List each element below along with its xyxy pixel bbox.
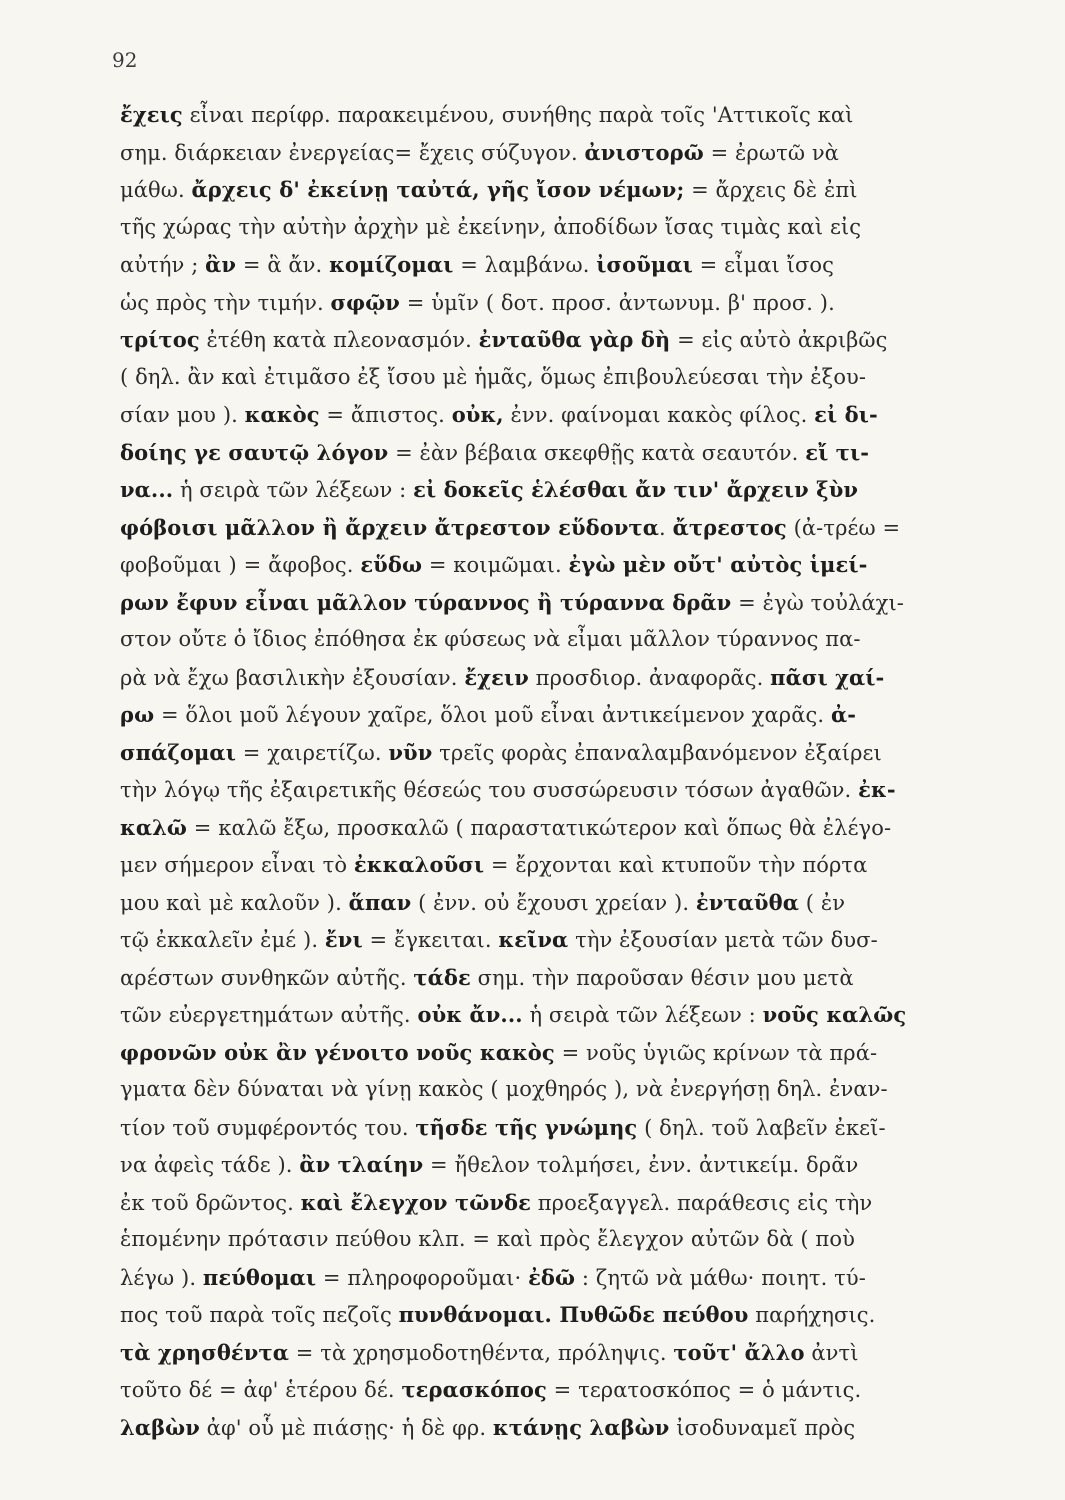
gloss-text: τῷ ἐκκαλεῖν ἐμέ ). [120, 928, 325, 952]
gloss-text: ἑπομένην πρότασιν πεύθου κλπ. = καὶ πρὸς ἔλεγχον αὐτῶν δὰ ( ποὺ [120, 1227, 855, 1251]
gloss-text: στον οὔτε ὁ ἴδιος ἐπόθησα ἐκ φύσεως νὰ εἶμαι μᾶλλον τύραννος πα- [120, 627, 861, 651]
gloss-text: ἐκ τοῦ δρῶντος. [120, 1190, 301, 1215]
headword: πυνθάνομαι. Πυθῶδε πεύθου [398, 1302, 749, 1327]
text-line [120, 321, 990, 359]
headword: εἰ δι- [814, 402, 878, 427]
headword: σπάζομαι [120, 739, 236, 765]
gloss-text: ἀφ' οὗ μὲ πιάσῃς· ἡ δὲ φρ. [199, 1415, 493, 1440]
headword: τῆσδε τῆς γνώμης [415, 1114, 638, 1140]
text-line [120, 396, 990, 434]
headword: κακὸς [244, 402, 320, 427]
text-line [120, 584, 990, 622]
text-line [120, 734, 990, 772]
text-line [120, 1409, 990, 1447]
headword: ἔχεις [120, 102, 183, 127]
text-line [120, 846, 990, 884]
gloss-text: = ἄρχεις δὲ ἐπὶ [684, 178, 858, 202]
gloss-text: = χαιρετίζω. [235, 740, 389, 765]
gloss-text: ἰσοδυναμεῖ πρὸς [669, 1415, 856, 1440]
text-line [120, 546, 990, 584]
headword: φόβοισι μᾶλλον ἢ ἄρχειν ἄτρεστον εὕδοντα [120, 514, 660, 540]
headword: εἴ τι- [805, 439, 870, 465]
page-number: 92 [112, 48, 138, 72]
gloss-text: = εἰς αὐτὸ ἀκριβῶς [670, 328, 888, 352]
headword: ἐνταῦθα γὰρ δὴ [478, 327, 671, 352]
text-line [120, 1034, 990, 1072]
gloss-text: τὴν ἐξουσίαν μετὰ τῶν δυσ- [568, 928, 878, 952]
headword: ἐκκαλοῦσι [353, 852, 485, 877]
gloss-text: = ἐὰν βέβαια σκεφθῇς κατὰ σεαυτόν. [388, 440, 806, 465]
headword: οὐκ, [451, 402, 504, 427]
text-line [120, 771, 990, 809]
gloss-text: τῆς χώρας τὴν αὐτὴν ἀρχὴν μὲ ἐκείνην, ἀποδίδων ἴσας τιμὰς καὶ εἰς [120, 214, 862, 239]
headword: ἀνιστορῶ [584, 139, 704, 165]
gloss-text: παρήχησις. [748, 1303, 876, 1327]
gloss-text: ἀντὶ [804, 1340, 859, 1365]
text-line [120, 134, 990, 172]
headword: καλῶ [120, 814, 188, 840]
headword: λαβὼν [120, 1414, 200, 1440]
text-line [120, 1146, 990, 1184]
gloss-text: μάθω. [120, 178, 192, 202]
gloss-text: γματα δὲν δύναται νὰ γίνῃ κακὸς ( μοχθηρός ), νὰ ἐνεργήσῃ δηλ. ἐναν- [120, 1077, 888, 1101]
commentary-text [120, 96, 990, 1446]
gloss-text: ( ἐνν. οὐ ἔχουσι χρείαν ). [411, 890, 696, 915]
text-line [120, 959, 990, 997]
text-line [120, 246, 990, 284]
headword: να... [120, 477, 174, 502]
headword: τοῦτ' ἄλλο [673, 1339, 805, 1365]
headword: εὕδω [360, 552, 423, 577]
text-line [120, 659, 990, 697]
headword: σφῷν [330, 289, 400, 315]
gloss-text: ὡς πρὸς τὴν τιμήν. [120, 290, 331, 315]
gloss-text: σημ. διάρκειαν ἐνεργείας= ἔχεις σύζυγον. [120, 140, 585, 165]
text-line [120, 1259, 990, 1297]
gloss-text: = ἄπιστος. [319, 403, 452, 427]
headword: καὶ ἔλεγχον τῶνδε [300, 1189, 531, 1215]
text-line [120, 1109, 990, 1147]
gloss-text: = ἐρωτῶ νὰ [703, 140, 839, 165]
gloss-text: = ἐγὼ τοὐλάχι- [731, 590, 904, 615]
headword: ἔχειν [464, 664, 529, 690]
text-line [120, 96, 990, 134]
headword: ρω [120, 702, 155, 727]
text-line [120, 1296, 990, 1334]
headword: νοῦς καλῶς [762, 1002, 907, 1027]
headword: πεύθομαι [202, 1264, 317, 1290]
gloss-text: προσδιορ. ἀναφορᾶς. [528, 665, 771, 690]
text-line [120, 1071, 990, 1109]
gloss-text: = πληροφοροῦμαι· [316, 1265, 529, 1290]
headword: ἀ- [830, 702, 857, 727]
gloss-text: εἶναι περίφρ. παρακειμένου, συνήθης παρὰ τοῖς 'Αττικοῖς καὶ [182, 103, 854, 127]
headword: πᾶσι χαί- [770, 664, 885, 690]
gloss-text: ( δηλ. ἂν καὶ ἐτιμᾶσο ἐξ ἴσου μὲ ἡμᾶς, ὅμως ἐπιβουλεύεσαι τὴν ἐξου- [120, 364, 867, 389]
headword: ἂν [205, 252, 237, 277]
gloss-text: σίαν μου ). [120, 403, 245, 427]
gloss-text: τίον τοῦ συμφέροντός του. [120, 1115, 416, 1140]
headword: δοίης γε σαυτῷ λόγον [120, 439, 389, 465]
headword: κομίζομαι [329, 252, 454, 277]
headword: ἂν τλαίην [299, 1152, 424, 1177]
text-line [120, 1334, 990, 1372]
text-line [120, 809, 990, 847]
gloss-text: = ὅλοι μοῦ λέγουν χαῖρε, ὅλοι μοῦ εἶναι ἀντικείμενον χαρᾶς. [154, 703, 831, 727]
text-line [120, 284, 990, 322]
gloss-text: τοῦτο δέ = ἀφ' ἑτέρου δέ. [120, 1378, 402, 1402]
gloss-text: = λαμβάνω. [453, 253, 597, 277]
gloss-text: να ἀφεὶς τάδε ). [120, 1153, 300, 1177]
gloss-text: (ἀ-τρέω = [786, 515, 901, 540]
headword: ἰσοῦμαι [596, 252, 693, 277]
text-line [120, 471, 990, 509]
headword: ἐκ- [858, 777, 896, 802]
text-line [120, 696, 990, 734]
gloss-text: μου καὶ μὲ καλοῦν ). [120, 890, 349, 915]
gloss-text: = ἃ ἄν. [236, 253, 330, 277]
headword: εἰ δοκεῖς ἑλέσθαι ἄν τιν' ἄρχειν ξὺν [413, 477, 859, 502]
text-line [120, 1371, 990, 1409]
gloss-text: = εἶμαι ἴσος [692, 253, 834, 277]
gloss-text: = ὑμῖν ( δοτ. προσ. ἀντωνυμ. β' προσ. ). [399, 290, 835, 315]
text-line [120, 1184, 990, 1222]
gloss-text: λέγω ). [120, 1265, 203, 1290]
gloss-text: πος τοῦ παρὰ τοῖς πεζοῖς [120, 1303, 399, 1327]
gloss-text: τὴν λόγῳ τῆς ἐξαιρετικῆς θέσεώς του συσσώρευσιν τόσων ἀγαθῶν. [120, 778, 859, 802]
headword: ἄρχεις δ' ἐκείνῃ ταὐτά, γῆς ἴσον νέμων; [191, 177, 685, 202]
gloss-text: φοβοῦμαι ) = ἄφοβος. [120, 553, 361, 577]
text-line [120, 921, 990, 959]
headword: κεῖνα [498, 927, 569, 952]
text-line [120, 434, 990, 472]
headword: φρονῶν οὐκ ἂν γένοιτο νοῦς κακὸς [120, 1039, 555, 1065]
gloss-text: τῶν εὐεργετημάτων αὐτῆς. [120, 1003, 418, 1027]
headword: ἄτρεστος [672, 514, 787, 540]
gloss-text: μεν σήμερον εἶναι τὸ [120, 853, 354, 877]
gloss-text: ἡ σειρὰ τῶν λέξεων : [522, 1003, 763, 1027]
headword: ἔνι [324, 927, 363, 952]
gloss-text: = κοιμῶμαι. [422, 553, 569, 577]
gloss-text: αὐτήν ; [120, 253, 206, 277]
text-line [120, 209, 990, 247]
gloss-text: = ἔγκειται. [362, 928, 499, 952]
headword: τὰ χρησθέντα [120, 1339, 289, 1365]
gloss-text: ( δηλ. τοῦ λαβεῖν ἐκεῖ- [637, 1115, 886, 1140]
text-line [120, 359, 990, 397]
text-line [120, 1221, 990, 1259]
text-line [120, 884, 990, 922]
gloss-text: : ζητῶ νὰ μάθω· ποιητ. τύ- [575, 1265, 866, 1290]
gloss-text: ( ἐν [798, 890, 846, 915]
headword: ἐνταῦθα [695, 889, 799, 915]
gloss-text: τρεῖς φορὰς ἐπαναλαμβανόμενον ἐξαίρει [432, 740, 882, 765]
text-line [120, 509, 990, 547]
gloss-text: = νοῦς ὑγιῶς κρίνων τὰ πρά- [554, 1040, 878, 1065]
headword: ἐδῶ [528, 1264, 576, 1290]
gloss-text: ἐνν. φαίνομαι κακὸς φίλος. [503, 403, 815, 427]
headword: ἐγὼ μὲν οὔτ' αὐτὸς ἱμεί- [568, 552, 868, 577]
gloss-text: = καλῶ ἔξω, προσκαλῶ ( παραστατικώτερον καὶ ὅπως θὰ ἐλέγο- [187, 815, 892, 840]
gloss-text: . [659, 515, 673, 540]
gloss-text: ἡ σειρὰ τῶν λέξεων : [173, 478, 414, 502]
text-line [120, 621, 990, 659]
headword: ἅπαν [348, 889, 412, 915]
gloss-text: αρέστων συνθηκῶν αὐτῆς. [120, 965, 414, 990]
headword: τάδε [413, 964, 471, 990]
gloss-text: = ἤθελον τολμήσει, ἐνν. ἀντικείμ. δρᾶν [423, 1153, 859, 1177]
gloss-text: σημ. τὴν παροῦσαν θέσιν μου μετὰ [470, 965, 854, 990]
headword: τερασκόπος [401, 1377, 547, 1402]
headword: τρίτος [120, 327, 200, 352]
gloss-text: προεξαγγελ. παράθεσις εἰς τὴν [531, 1190, 873, 1215]
headword: οὐκ ἄν... [417, 1002, 523, 1027]
headword: νῦν [388, 739, 433, 765]
gloss-text: = τὰ χρησμοδοτηθέντα, πρόληψις. [288, 1340, 674, 1365]
gloss-text: = ἔρχονται καὶ κτυποῦν τὴν πόρτα [484, 853, 868, 877]
text-line [120, 171, 990, 209]
text-line [120, 996, 990, 1034]
gloss-text: ἐτέθη κατὰ πλεονασμόν. [199, 328, 479, 352]
gloss-text: ρὰ νὰ ἔχω βασιλικὴν ἐξουσίαν. [120, 665, 465, 690]
headword: κτάνῃς λαβὼν [492, 1414, 670, 1440]
headword: ρων ἔφυν εἶναι μᾶλλον τύραννος ἢ τύραννα δρᾶν [120, 589, 732, 615]
gloss-text: = τερατοσκόπος = ὁ μάντις. [546, 1378, 862, 1402]
